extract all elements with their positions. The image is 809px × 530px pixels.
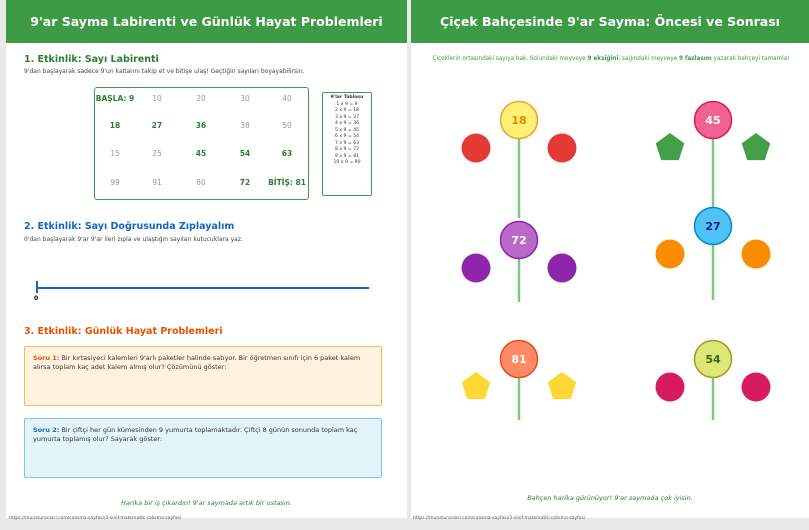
multiplication-row: 6 x 9 = 54: [334, 134, 360, 139]
question-2-label: Soru 2:: [33, 426, 60, 434]
instruction-part: , sağındaki meyveye: [618, 56, 680, 62]
maze-cell[interactable]: 91: [152, 178, 162, 187]
multiplication-row: 7 x 9 = 63: [334, 140, 360, 146]
instruction-part: Çiçeklerin ortasındaki sayıya bak. Solundaki meyveye: [432, 56, 588, 62]
multiplication-row: 2 x 9 = 18: [334, 108, 360, 113]
fruit-right-pentagon: [548, 372, 577, 399]
maze-cell[interactable]: 10: [152, 94, 162, 103]
maze-cell[interactable]: BAŞLA: 9: [95, 94, 135, 103]
page-2-url: https://munsturanlari.com/calisma-sayfasi/3-sinif-matematik-calisma-sayfasi: [413, 516, 586, 521]
fruit-left-circle: [656, 240, 685, 269]
flower-number: 81: [511, 353, 527, 366]
maze-cell[interactable]: 54: [239, 149, 251, 158]
flower-number: 45: [705, 114, 721, 127]
flower-number: 54: [705, 353, 721, 366]
page-title: 9'ar Sayma Labirenti ve Günlük Hayat Problemleri: [6, 0, 407, 43]
instruction-part: yazarak bahçeyi tamamla!: [711, 56, 790, 62]
fruit-left-circle: [462, 254, 491, 283]
maze-cell[interactable]: 20: [196, 94, 206, 103]
multiplication-row: 1 x 9 = 9: [336, 101, 358, 107]
multiplication-table: [322, 92, 372, 196]
activity-2-title: 2. Etkinlik: Sayı Doğrusunda Zıplayalım: [24, 221, 235, 232]
maze-cell[interactable]: 99: [110, 178, 120, 187]
activity-2-description: 0'dan başlayarak 9'ar 9'ar ileri zıpla ve ulaştığın sayıları kutucuklara yaz.: [24, 236, 243, 243]
activity-1-description: 9'dan başlayarak sadece 9'un katlarını takip et ve bitişe ulaş! Geçtiğin sayıları boyayabilirsin.: [24, 68, 305, 75]
fruit-right-circle: [548, 134, 577, 163]
multiplication-row: 8 x 9 = 72: [334, 147, 360, 152]
maze-cell[interactable]: 15: [110, 149, 120, 158]
question-1-label: Soru 1:: [33, 354, 60, 362]
maze-cell[interactable]: 40: [282, 94, 292, 103]
flower-number: 27: [705, 220, 721, 233]
instruction-emphasis-minus: 9 eksiğini: [587, 56, 619, 62]
page-title-2: Çiçek Bahçesinde 9'ar Sayma: Öncesi ve Sonrası: [411, 0, 809, 43]
maze-cell[interactable]: 72: [239, 178, 251, 187]
flower-number: 18: [511, 114, 527, 127]
fruit-right-circle: [742, 373, 771, 402]
fruit-left-circle: [462, 134, 491, 163]
page-1-url: https://munsturanlari.com/calisma-sayfasi/3-sinif-matematik-calisma-sayfasi: [9, 516, 182, 521]
multiplication-row: 9 x 9 = 81: [334, 153, 360, 159]
page-2-footer: Bahçen harika görünüyor! 9'ar saymada çok iyisin.: [527, 494, 693, 502]
question-2-text: Bir çiftçi her gün kümesinden 9 yumurta toplamaktadır. Çiftçi 8 günün sonunda toplam kaç yumurta toplamış olur? Sayarak göster:: [33, 426, 358, 443]
maze-cell[interactable]: BİTİŞ: 81: [268, 178, 306, 187]
fruit-left-pentagon: [462, 372, 491, 399]
instruction-emphasis-plus: 9 fazlasını: [679, 56, 712, 62]
multiplication-row: 4 x 9 = 36: [334, 121, 360, 126]
fruit-right-circle: [548, 254, 577, 283]
multiplication-table-title: 9'lar Tablosu: [330, 95, 364, 100]
maze-cell[interactable]: 45: [195, 149, 207, 158]
maze-cell[interactable]: 36: [195, 121, 207, 130]
fruit-left-circle: [656, 373, 685, 402]
maze-cell[interactable]: 50: [282, 121, 292, 130]
worksheet-page-2: [411, 0, 809, 521]
multiplication-row: 3 x 9 = 27: [334, 114, 360, 120]
flower-number: 72: [511, 234, 527, 247]
maze-cell[interactable]: 38: [240, 121, 250, 130]
fruit-right-circle: [742, 240, 771, 269]
number-line-zero-label: 0: [34, 295, 39, 302]
multiplication-row: 5 x 9 = 45: [334, 127, 360, 133]
maze-cell[interactable]: 25: [152, 149, 162, 158]
maze-cell[interactable]: 30: [240, 94, 250, 103]
question-1-text: Bir kırtasiyeci kalemleri 9'arlı paketler halinde satıyor. Bir öğretmen sınıfı için 6 paket kalem alırsa toplam kaç adet kalem almış olur? Çözümünü göster:: [33, 354, 361, 371]
flower-garden: [411, 0, 809, 518]
question-1-box[interactable]: [24, 346, 382, 406]
maze-cell[interactable]: 18: [109, 121, 121, 130]
number-line: [36, 287, 369, 289]
maze-cell[interactable]: 80: [196, 178, 206, 187]
question-2-box[interactable]: [24, 418, 382, 478]
fruit-right-pentagon: [742, 133, 771, 160]
activity-3-title: 3. Etkinlik: Günlük Hayat Problemleri: [24, 326, 223, 337]
activity-1-title: 1. Etkinlik: Sayı Labirenti: [24, 54, 159, 65]
maze-cell[interactable]: 27: [151, 121, 163, 130]
worksheet-page-1: [6, 0, 407, 521]
number-maze: [94, 87, 309, 200]
page-1-footer: Harika bir iş çıkardın! 9'ar saymada artık bir ustasın.: [121, 499, 292, 507]
multiplication-row: 10 x 9 = 90: [333, 160, 361, 165]
maze-cell[interactable]: 63: [281, 149, 293, 158]
fruit-left-pentagon: [656, 133, 685, 160]
